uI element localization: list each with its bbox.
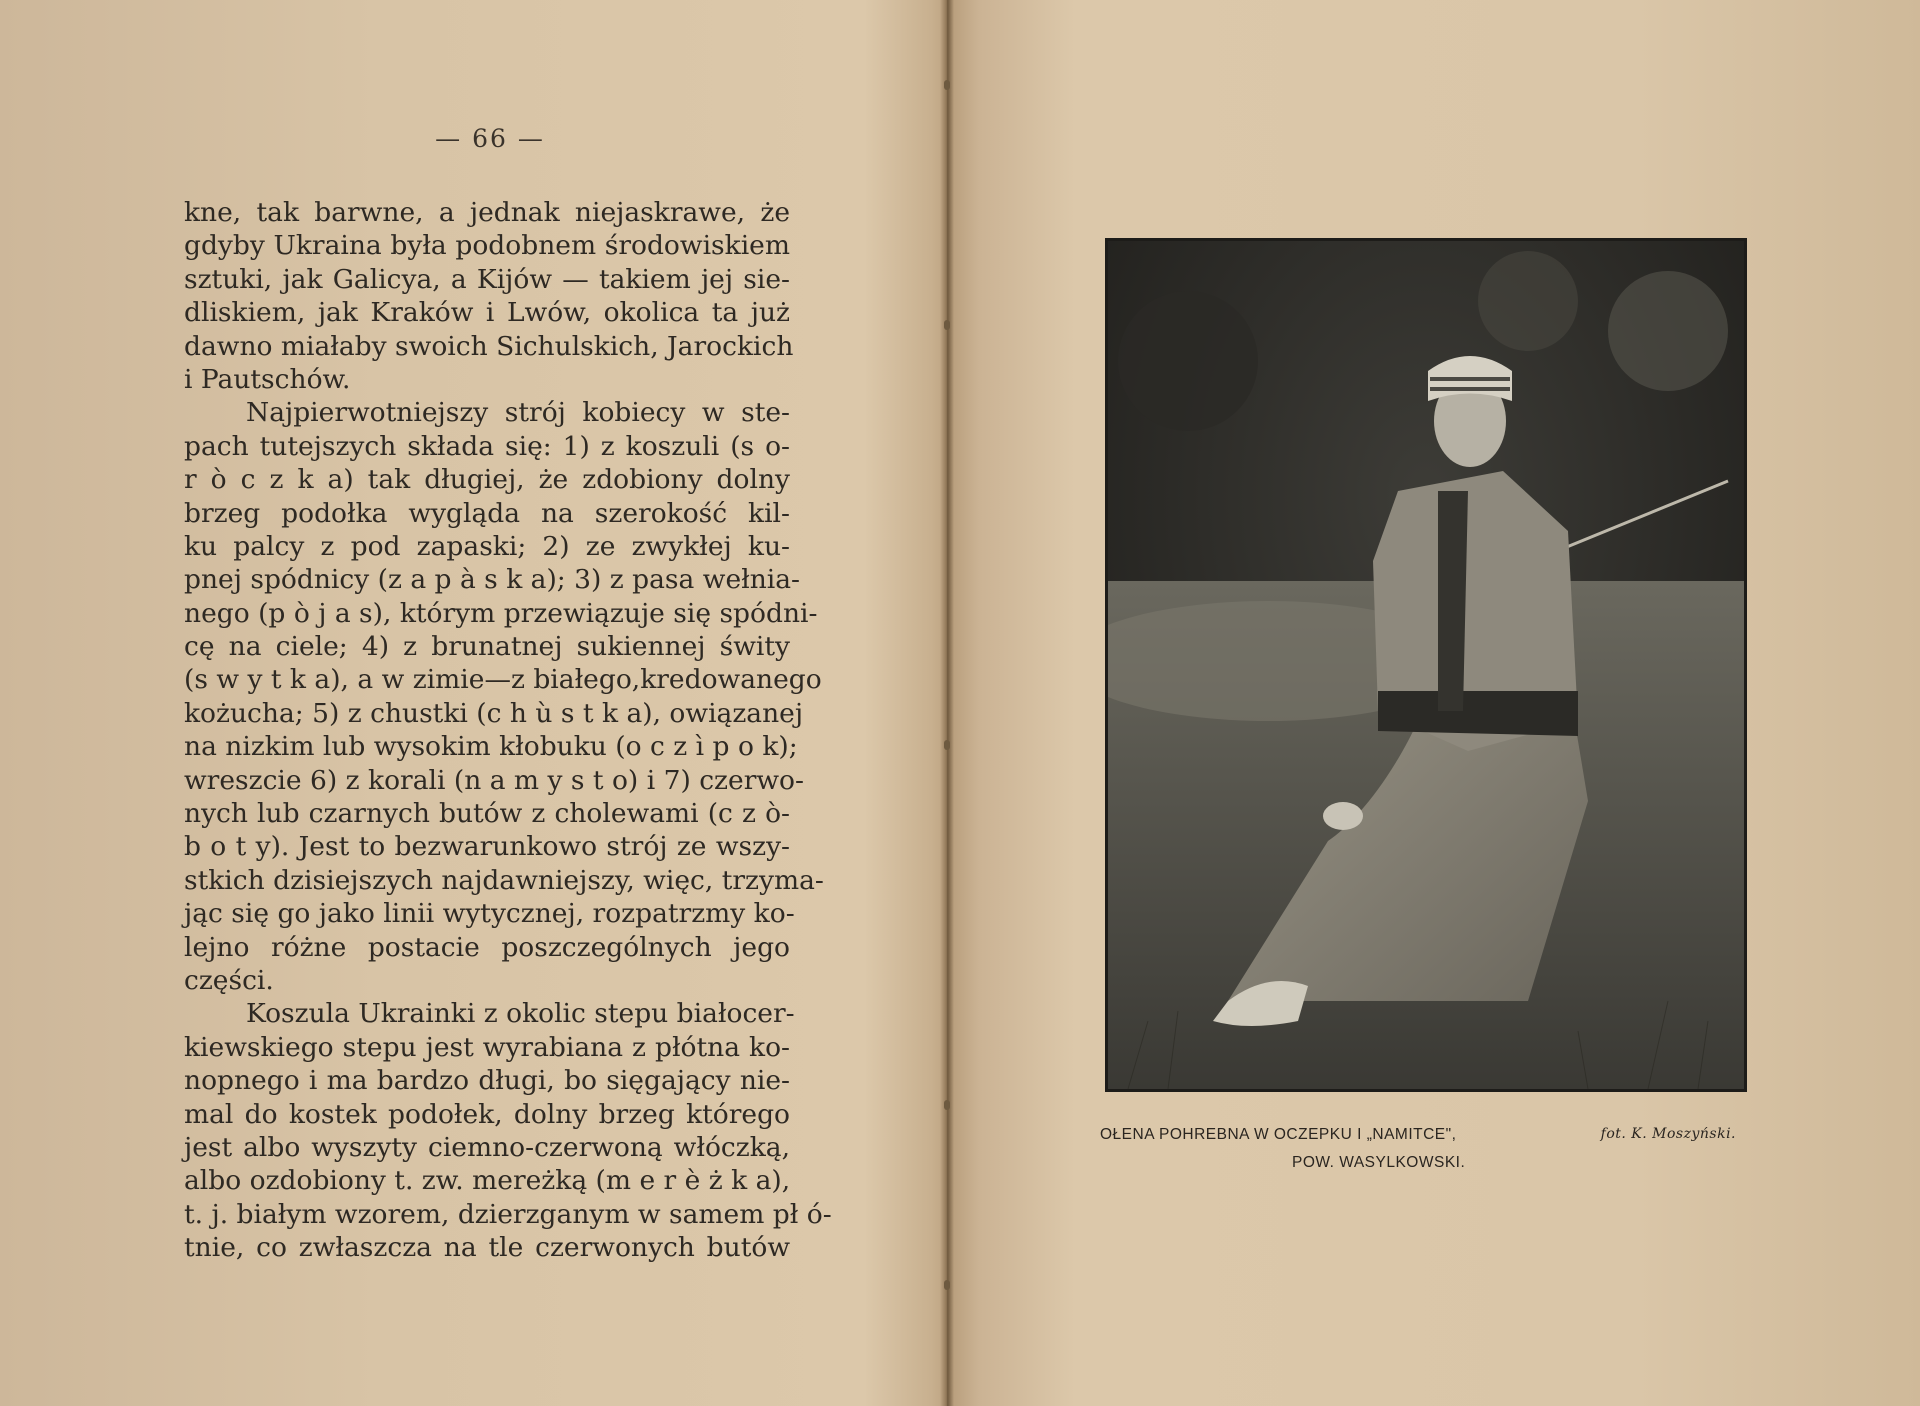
text-line: nopnego i ma bardzo długi, bo sięgający nie- <box>184 1065 790 1097</box>
page-number: — 66 — <box>435 124 545 153</box>
body-text <box>184 196 832 1265</box>
binding-stitch <box>944 1280 950 1290</box>
text-line: jest albo wyszyty ciemno-czerwoną włóczką, <box>184 1131 790 1163</box>
text-line: t. j. białym wzorem, dzierzganym w samem pł ó- <box>184 1198 832 1230</box>
text-line: pach tutejszych składa się: 1) z koszuli (s o- <box>184 430 790 462</box>
photo-credit: fot. K. Moszyński. <box>1600 1126 1736 1142</box>
text-line: części. <box>184 964 274 996</box>
photograph-icon <box>1108 241 1744 1089</box>
text-line: b o t y). Jest to bezwarunkowo strój ze wszy- <box>184 831 790 863</box>
text-line: ku palcy z pod zapaski; 2) ze zwykłej ku- <box>184 530 790 562</box>
photograph <box>1105 238 1747 1092</box>
text-line: nego (p ò j a s), którym przewiązuje się spódni- <box>184 597 818 629</box>
text-line: na nizkim lub wysokim kłobuku (o c z ì p o k); <box>184 731 798 763</box>
text-line: sztuki, jak Galicya, a Kijów — takiem jej sie- <box>184 263 790 295</box>
binding-stitch <box>944 740 950 750</box>
text-line: kne, tak barwne, a jednak niejaskrawe, że <box>184 197 790 228</box>
text-line: stkich dzisiejszych najdawniejszy, więc, trzyma- <box>184 864 824 896</box>
text-line: i Pautschów. <box>184 363 351 395</box>
text-line: albo ozdobiony t. zw. mereżką (m e r è ż k a), <box>184 1165 791 1197</box>
text-line: r ò c z k a) tak długiej, że zdobiony dolny <box>184 464 790 496</box>
left-page <box>0 0 948 1406</box>
text-line: dawno miałaby swoich Sichulskich, Jarockich <box>184 330 794 362</box>
text-line: pnej spódnicy (z a p à s k a); 3) z pasa wełnia- <box>184 564 801 596</box>
text-line: dliskiem, jak Kraków i Lwów, okolica ta już <box>184 297 790 329</box>
binding-stitch <box>944 1100 950 1110</box>
text-line: Koszula Ukrainki z okolic stepu białocer- <box>246 998 795 1030</box>
text-line: kożucha; 5) z chustki (c h ù s t k a), owiązanej <box>184 697 804 729</box>
text-line: gdyby Ukraina była podobnem środowiskiem <box>184 230 790 262</box>
text-line: wreszcie 6) z korali (n a m y s t o) i 7) czerwo- <box>184 764 804 796</box>
text-line: tnie, co zwłaszcza na tle czerwonych butów <box>184 1232 790 1264</box>
text-line: mal do kostek podołek, dolny brzeg którego <box>184 1098 790 1130</box>
text-line: (s w y t k a), a w zimie—z białego,kredowanego <box>184 664 822 696</box>
text-line: Najpierwotniejszy strój kobiecy w ste- <box>246 397 790 429</box>
caption-line-2: POW. WASYLKOWSKI. <box>1292 1154 1466 1171</box>
text-line: kiewskiego stepu jest wyrabiana z płótna ko- <box>184 1031 790 1063</box>
text-line: nych lub czarnych butów z cholewami (c z ò- <box>184 798 790 830</box>
text-line: jąc się go jako linii wytycznej, rozpatrzmy ko- <box>184 898 795 930</box>
caption-line-1: OŁENA POHREBNA W OCZEPKU I „NAMITCE", <box>1100 1126 1457 1143</box>
binding-stitch <box>944 80 950 90</box>
text-line: cę na ciele; 4) z brunatnej sukiennej świty <box>184 631 790 663</box>
text-line: lejno różne postacie poszczególnych jego <box>184 931 790 963</box>
binding-stitch <box>944 320 950 330</box>
text-line: brzeg podołka wygląda na szerokość kil- <box>184 497 790 529</box>
